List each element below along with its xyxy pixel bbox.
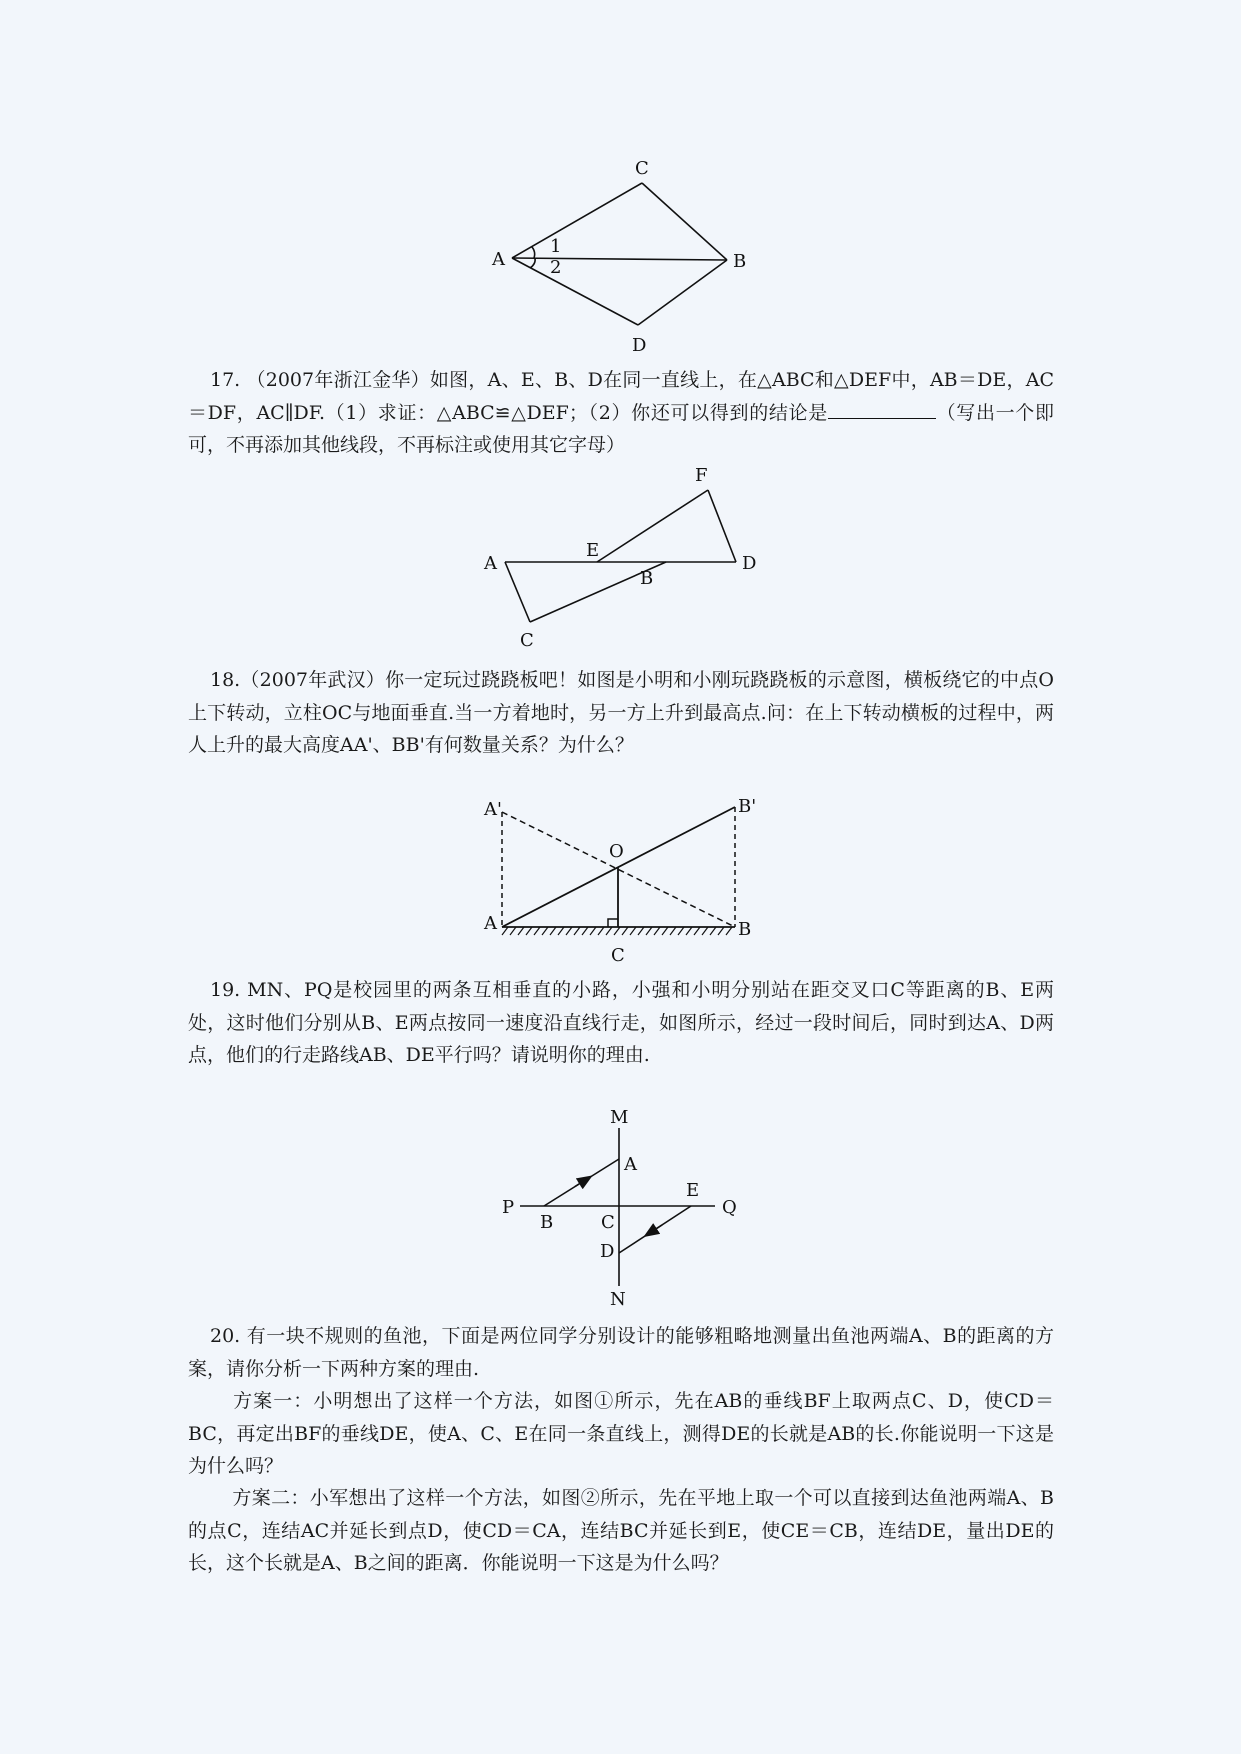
arrow-b-to-a — [575, 1180, 586, 1187]
label-c: C — [611, 945, 625, 966]
question-17-text: 17. （2007年浙江金华）如图，A、E、B、D在同一直线上，在△ABC和△DEF中，AB＝DE，AC＝DF，AC∥DF.（1）求证：△ABC≌△DEF；（2）你还可以得到的结论是 — [188, 369, 1054, 424]
angle-arc-2 — [530, 258, 535, 268]
label-angle-2: 2 — [550, 257, 562, 278]
label-a-prime: A' — [484, 799, 502, 820]
label-e: E — [586, 540, 600, 561]
label-m: M — [610, 1107, 629, 1128]
segment-ac — [505, 562, 530, 622]
segment-cb — [642, 183, 727, 260]
label-b: B — [733, 251, 747, 272]
label-a: A — [484, 553, 497, 574]
question-20-plan1-text: 方案一：小明想出了这样一个方法，如图①所示，先在AB的垂线BF上取两点C、D，使CD＝BC，再定出BF的垂线DE，使A、C、E在同一条直线上，测得DE的长就是AB的长.你能说明一下这是为什么吗？ — [188, 1390, 1054, 1477]
question-19 — [188, 974, 1054, 1072]
label-d: D — [742, 553, 757, 574]
label-d: D — [600, 1241, 615, 1262]
label-b: B — [738, 919, 752, 940]
label-d: D — [632, 335, 647, 356]
question-19-text: 19. MN、PQ是校园里的两条互相垂直的小路，小强和小明分别站在距交叉口C等距离的B、E两处，这时他们分别从B、E两点按同一速度沿直线行走，如图所示，经过一段时间后，同时到达A、D两点，他们的行走路线AB、DE平行吗？请说明你的理由. — [188, 979, 1054, 1066]
figure-seesaw — [470, 795, 790, 970]
label-c: C — [520, 630, 534, 651]
arrow-e-to-d — [650, 1225, 662, 1233]
question-20-plan1 — [188, 1385, 1054, 1483]
question-20-plan2 — [188, 1482, 1054, 1580]
question-17-note: （写出一个即可，不再添加其他线段，不再标注或使用其它字母） — [188, 401, 1054, 456]
figure-kite-acbd — [480, 150, 750, 360]
label-c: C — [635, 158, 649, 179]
label-n: N — [610, 1289, 626, 1310]
question-20-intro-text: 20. 有一块不规则的鱼池，下面是两位同学分别设计的能够粗略地测量出鱼池两端A、B的距离的方案，请你分析一下两种方案的理由. — [188, 1325, 1054, 1380]
angle-arc-1 — [532, 247, 535, 258]
right-angle-mark — [608, 919, 618, 927]
segment-ac — [512, 183, 642, 258]
answer-blank[interactable] — [828, 417, 936, 419]
label-e: E — [686, 1180, 700, 1201]
figure-triangles-abc-def — [470, 462, 790, 662]
question-18 — [188, 664, 1054, 762]
label-b-prime: B' — [738, 796, 757, 817]
label-a: A — [484, 913, 497, 934]
label-o: O — [609, 841, 624, 862]
label-f: F — [695, 465, 708, 486]
label-q: Q — [722, 1197, 737, 1218]
segment-ef — [597, 490, 708, 562]
label-angle-1: 1 — [550, 236, 562, 257]
label-a: A — [492, 249, 505, 270]
label-b: B — [640, 568, 654, 589]
label-a: A — [624, 1154, 637, 1175]
figure-perpendicular-paths — [490, 1106, 760, 1310]
question-20-plan2-text: 方案二：小军想出了这样一个方法，如图②所示，先在平地上取一个可以直接到达鱼池两端A、B的点C，连结AC并延长到点D，使CD＝CA，连结BC并延长到E，使CE＝CB，连结DE，量出DE的长，这个长就是A、B之间的距离．你能说明一下这是为什么吗？ — [188, 1487, 1054, 1574]
segment-db — [638, 260, 727, 325]
question-18-text: 18.（2007年武汉）你一定玩过跷跷板吧！如图是小明和小刚玩跷跷板的示意图，横板绕它的中点O上下转动，立柱OC与地面垂直.当一方着地时，另一方上升到最高点.问：在上下转动横板的过程中，两人上升的最大高度AA'、BB'有何数量关系？为什么？ — [188, 669, 1054, 756]
label-p: P — [502, 1197, 515, 1218]
segment-ab — [512, 258, 727, 260]
label-b: B — [540, 1212, 554, 1233]
question-20-intro — [188, 1320, 1054, 1385]
ground-hatching — [502, 927, 732, 935]
label-c: C — [601, 1212, 615, 1233]
segment-fd — [708, 490, 736, 562]
question-17 — [188, 364, 1054, 462]
